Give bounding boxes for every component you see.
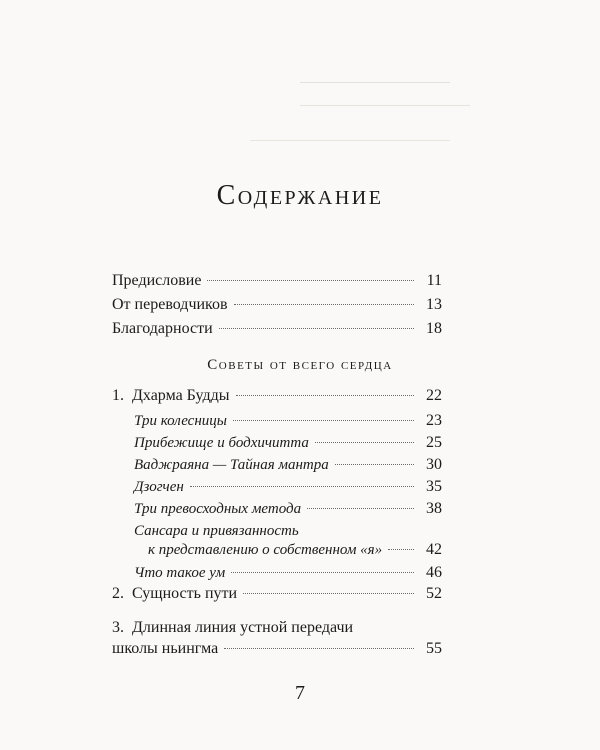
toc-entry-page: 30 [426,456,442,473]
chapter-number: 1. [112,387,124,404]
dot-leader [190,486,414,487]
toc-chapter-3-line1[interactable] [112,618,442,638]
toc-entry-label: Длинная линия устной передачи [132,619,354,636]
toc-subentry[interactable] [134,455,442,475]
toc-subentry-line1[interactable] [134,521,442,541]
dot-leader [243,593,414,594]
toc-entry-page: 18 [426,320,442,337]
toc-subentry[interactable] [134,477,442,497]
dot-leader [219,328,414,329]
toc-entry-label: От переводчиков [112,296,228,313]
page-title [0,180,600,212]
toc-entry-label: Благодарности [112,320,213,337]
toc-entry-translators[interactable] [112,295,442,315]
toc-entry-page: 25 [426,434,442,451]
chapter-number: 3. [112,619,124,636]
toc-subentry[interactable] [134,433,442,453]
dot-leader [335,464,414,465]
toc-subentry[interactable] [134,499,442,519]
toc-entry-page: 23 [426,412,442,429]
toc-entry-page: 46 [426,564,442,581]
toc-chapter-3-line2[interactable] [112,639,442,659]
toc-entry-label: Предисловие [112,272,202,289]
toc-entry-label: Что такое ум [134,565,226,581]
toc-entry-page: 42 [426,541,442,558]
dot-leader [236,395,415,396]
dot-leader [224,648,414,649]
toc-entry-preface[interactable] [112,271,442,291]
show-through-decoration [250,130,450,141]
toc-entry-label: Дхарма Будды [132,387,230,404]
toc-entry-label: Сансара и привязанность [134,523,299,539]
toc-subentry[interactable] [134,563,442,583]
section-heading-text: Советы от всего сердца [207,357,393,373]
toc-subentry-line2[interactable] [148,540,442,560]
toc-entry-page: 22 [426,387,442,404]
dot-leader [315,442,414,443]
toc-entry-page: 38 [426,500,442,517]
show-through-decoration [300,95,470,106]
title-text: Содержание [216,180,384,211]
toc-entry-label: к представлению о собственном «я» [148,542,383,558]
toc-entry-page: 52 [426,585,442,602]
page-number: 7 [295,682,305,704]
toc-entry-label: Прибежище и бодхичитта [134,435,309,451]
chapter-number: 2. [112,585,124,602]
toc-entry-page: 13 [426,296,442,313]
toc-entry-label: Дзогчен [134,479,184,495]
dot-leader [234,304,414,305]
toc-entry-label: Ваджраяна — Тайная мантра [134,457,329,473]
toc-subentry[interactable] [134,411,442,431]
toc-entry-label: Три превосходных метода [134,501,302,517]
toc-entry-page: 55 [426,640,442,657]
show-through-decoration [300,72,450,83]
toc-chapter-2[interactable] [112,584,442,604]
dot-leader [231,572,414,573]
toc-entry-label: Сущность пути [132,585,238,602]
dot-leader [233,420,414,421]
toc-chapter-1[interactable] [112,386,442,406]
toc-entry-page: 11 [426,272,442,289]
toc-entry-label: Три колесницы [134,413,227,429]
toc-entry-acknowledgements[interactable] [112,319,442,339]
dot-leader [207,280,414,281]
toc-entry-page: 35 [426,478,442,495]
dot-leader [388,549,414,550]
toc-entry-label: школы ньингма [112,640,219,657]
section-heading [0,357,600,374]
dot-leader [307,508,414,509]
